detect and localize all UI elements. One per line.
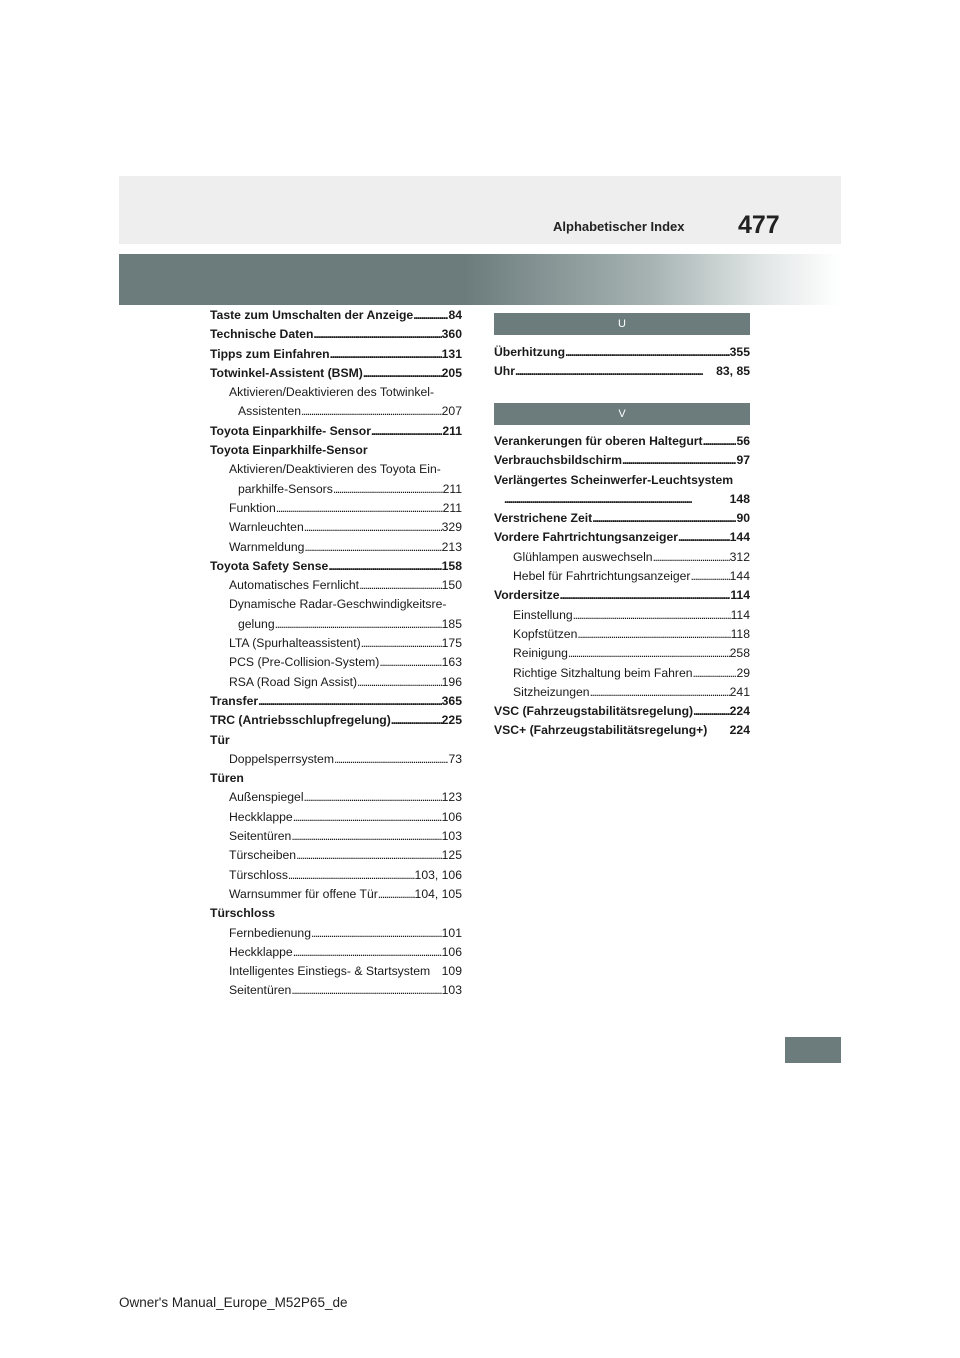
index-entry-label: Richtige Sitzhaltung beim Fahren [513,665,693,680]
index-entry: Toyota Einparkhilfe-Sensor [210,443,368,458]
index-entry[interactable] [494,625,750,644]
leader-dots [258,692,442,711]
leader-dots [577,625,730,644]
index-column-left [210,306,462,1001]
index-entry-page: 312 [729,549,750,564]
index-entry-page: 148 [729,491,750,506]
index-entry-label: Seitentüren [229,983,292,998]
leader-dots [590,683,730,702]
index-entry[interactable] [494,451,750,470]
index-entry-label: LTA (Spurhalteassistent) [229,636,361,651]
index-entry-label: Heckklappe [229,809,293,824]
leader-dots [275,615,442,634]
index-entry-label: Technische Daten [210,327,314,342]
section-title: Alphabetischer Index [553,219,685,234]
index-entry[interactable] [494,702,750,721]
index-entry-label: Überhitzung [494,345,566,359]
header-band [119,176,841,244]
index-entry[interactable] [210,788,462,807]
header-gradient-bar [119,254,841,305]
index-entry[interactable] [210,325,462,344]
index-entry-label: Doppelsperrsystem [229,751,334,766]
index-entry[interactable] [210,827,462,846]
index-entry: Türen [210,771,244,786]
index-entry-page: 205 [441,365,462,380]
leader-dots [378,885,415,904]
index-entry-label: TRC (Antriebsschlupfregelung) [210,713,391,728]
index-entry-label: Toyota Safety Sense [210,558,329,573]
index-entry[interactable] [210,615,462,634]
index-entry-label: Uhr [494,364,515,379]
index-entry[interactable] [494,432,750,451]
leader-dots [413,306,448,325]
leader-dots [363,364,442,383]
index-entry-page: 211 [442,481,462,496]
footer-text: Owner's Manual_Europe_M52P65_de [119,1295,348,1310]
index-entry-label: Türschloss [229,867,288,882]
index-entry-page: 90 [736,511,750,526]
index-entry[interactable] [494,567,750,586]
index-entry: Tür [210,732,230,747]
index-entry-page: 101 [441,925,462,940]
index-entry-page: 365 [441,693,462,708]
index-entry-label: Seitentüren [229,829,292,844]
index-entry-page: 56 [736,434,750,448]
leader-dots [653,548,730,567]
index-entry-page: 360 [441,327,462,342]
index-entry-page: 207 [441,404,462,419]
index-entry-label: Intelligentes Einstiegs- & Startsystem [229,964,431,979]
index-entry-label: gelung [238,616,275,631]
leader-dots [304,518,442,537]
index-entry-page: 104, 105 [414,886,462,901]
leader-dots [291,827,441,846]
index-entry-label: Warnleuchten [229,520,304,535]
index-entry[interactable] [210,402,462,421]
leader-dots [296,846,442,865]
index-entry-page: 211 [442,500,462,515]
index-section-u [494,343,750,382]
index-entry-label: Verstrichene Zeit [494,511,593,526]
index-entry[interactable] [210,518,462,537]
index-entry-label: Warnmeldung [229,539,305,554]
index-entry-page: 211 [442,423,462,438]
index-entry[interactable] [210,673,462,692]
leader-dots [313,325,441,344]
index-entry-page: 103 [441,983,462,998]
index-entry-label: Reinigung [513,646,568,661]
index-entry[interactable] [210,634,462,653]
index-entry-label: PCS (Pre-Collision-System) [229,655,380,670]
leader-dots [330,345,442,364]
chapter-tab-marker [785,1037,841,1063]
index-entry-page: 144 [729,569,750,584]
index-entry-label: Einstellung [513,607,573,622]
index-entry-label: Automatisches Fernlicht [229,578,360,593]
leader-dots [328,557,441,576]
letter-header-v: V [494,403,750,425]
index-entry-label: Warnsummer für offene Tür [229,886,378,901]
letter-header-u: U [494,313,750,335]
page-number: 477 [738,211,780,239]
index-entry-page: 144 [729,530,750,545]
index-entry-page: 123 [441,790,462,805]
index-entry[interactable] [210,846,462,865]
index-entry-label: Sitzheizungen [513,684,590,699]
index-entry-page: 73 [448,751,462,766]
index-entry-label: Toyota Einparkhilfe- Sensor [210,423,371,438]
index-entry-page: 109 [441,964,462,979]
index-entry-page: 97 [736,453,750,468]
index-entry-label: RSA (Road Sign Assist) [229,674,358,689]
index-entry[interactable] [494,586,750,605]
index-entry[interactable] [210,808,462,827]
index-entry[interactable] [494,343,750,362]
index-entry[interactable] [210,557,462,576]
leader-dots [592,509,736,528]
index-entry: Aktivieren/Deaktivieren des Toyota Ein- [229,462,441,477]
index-entry[interactable] [210,653,462,672]
index-entry-page: 175 [441,636,462,651]
index-entry-label: Transfer [210,693,259,708]
index-entry-label: Hebel für Fahrtrichtungsanzeiger [513,569,691,584]
index-entry-label: Taste zum Umschalten der Anzeige [210,308,414,322]
index-entry-label: Funktion [229,500,276,515]
index-entry-label: Assistenten [238,404,302,419]
index-entry[interactable] [494,606,750,625]
leader-dots [568,644,730,663]
index-entry[interactable] [210,480,462,499]
index-entry[interactable] [210,943,462,962]
index-entry[interactable] [210,422,462,441]
index-entry-page: 185 [441,616,462,631]
index-entry-page: 355 [729,345,750,359]
index-entry-page: 225 [441,713,462,728]
index-entry-label: Tipps zum Einfahren [210,346,330,361]
leader-dots [333,480,443,499]
index-entry[interactable] [494,528,750,547]
leader-dots [357,673,442,692]
index-entry-page: 131 [441,346,462,361]
index-entry-label: Vordersitze [494,588,560,603]
index-section-v [494,432,750,741]
leader-dots [559,586,730,605]
leader-dots [691,567,730,586]
index-entry-page: 114 [730,607,750,622]
index-entry: Verlängertes Scheinwerfer-Leuchtsystem [494,472,734,487]
index-entry-page: 329 [441,520,462,535]
index-entry[interactable] [210,885,462,904]
index-entry[interactable] [210,866,462,885]
leader-dots [288,866,415,885]
leader-dots [311,924,442,943]
index-entry[interactable] [210,924,462,943]
index-entry[interactable] [494,548,750,567]
leader-dots [504,490,730,509]
index-entry-label: Glühlampen auswechseln [513,549,653,564]
index-entry[interactable] [210,711,462,730]
leader-dots [693,664,737,683]
index-entry-label: parkhilfe-Sensors [238,481,333,496]
leader-dots [293,943,442,962]
index-entry[interactable] [210,364,462,383]
index-entry-page: 114 [730,588,750,603]
leader-dots [678,528,730,547]
index-entry[interactable] [210,981,462,1000]
index-entry-page: 163 [441,655,462,670]
index-entry[interactable] [494,721,750,740]
index-entry[interactable] [494,664,750,683]
leader-dots [515,362,716,381]
index-entry-page: 106 [441,809,462,824]
leader-dots [293,808,442,827]
index-entry[interactable] [494,683,750,702]
index-entry: Dynamische Radar-Geschwindigkeitsre- [229,597,447,612]
index-entry[interactable] [210,962,462,981]
index-entry-page: 150 [441,578,462,593]
leader-dots [391,711,442,730]
index-entry-label: Fernbedienung [229,925,311,940]
index-entry-page: 213 [441,539,462,554]
index-entry-page: 241 [729,684,750,699]
index-entry[interactable] [210,538,462,557]
index-entry-page: 158 [441,558,462,573]
index-entry-page: 83, 85 [716,364,750,379]
leader-dots [622,451,736,470]
index-entry-label: Heckklappe [229,944,293,959]
leader-dots [304,788,442,807]
leader-dots [703,432,737,451]
leader-dots [304,538,441,557]
index-entry-label: VSC (Fahrzeugstabilitätsregelung) [494,704,694,719]
index-entry[interactable] [210,692,462,711]
leader-dots [573,606,731,625]
leader-dots [301,402,442,421]
index-entry[interactable] [494,362,750,381]
leader-dots [693,702,730,721]
index-entry-label: Verankerungen für oberen Haltegurt [494,434,703,448]
index-entry-page: 125 [441,848,462,863]
leader-dots [379,653,441,672]
index-entry-label: VSC+ (Fahrzeugstabilitätsregelung+) [494,723,708,738]
index-entry-page: 103 [441,829,462,844]
index-entry[interactable] [210,750,462,769]
leader-dots [291,981,441,1000]
index-entry-label: Vordere Fahrtrichtungsanzeiger [494,530,678,545]
index-entry: Aktivieren/Deaktivieren des Totwinkel- [229,385,435,400]
index-entry-page: 224 [729,723,750,738]
index-entry-page: 103, 106 [414,867,462,882]
index-entry[interactable] [210,576,462,595]
index-entry-page: 196 [441,674,462,689]
index-entry-label: Totwinkel-Assistent (BSM) [210,365,363,380]
index-entry[interactable] [494,490,750,509]
leader-dots [276,499,443,518]
index-entry-page: 29 [736,665,750,680]
leader-dots [371,422,442,441]
index-entry[interactable] [210,345,462,364]
index-entry-page: 224 [729,704,750,719]
index-entry-label: Verbrauchsbildschirm [494,453,623,468]
index-entry[interactable] [210,306,462,325]
leader-dots [565,343,730,362]
index-entry: Türschloss [210,906,276,921]
index-entry-page: 106 [441,944,462,959]
index-entry-label: Außenspiegel [229,790,304,805]
index-entry-label: Türscheiben [229,848,297,863]
index-entry[interactable] [210,499,462,518]
index-entry[interactable] [494,644,750,663]
index-entry-page: 118 [730,626,750,641]
leader-dots [361,634,442,653]
leader-dots [359,576,442,595]
leader-dots [334,750,448,769]
index-entry-label: Kopfstützen [513,626,578,641]
index-entry-page: 258 [729,646,750,661]
index-entry-page: 84 [448,308,462,322]
index-entry[interactable] [494,509,750,528]
